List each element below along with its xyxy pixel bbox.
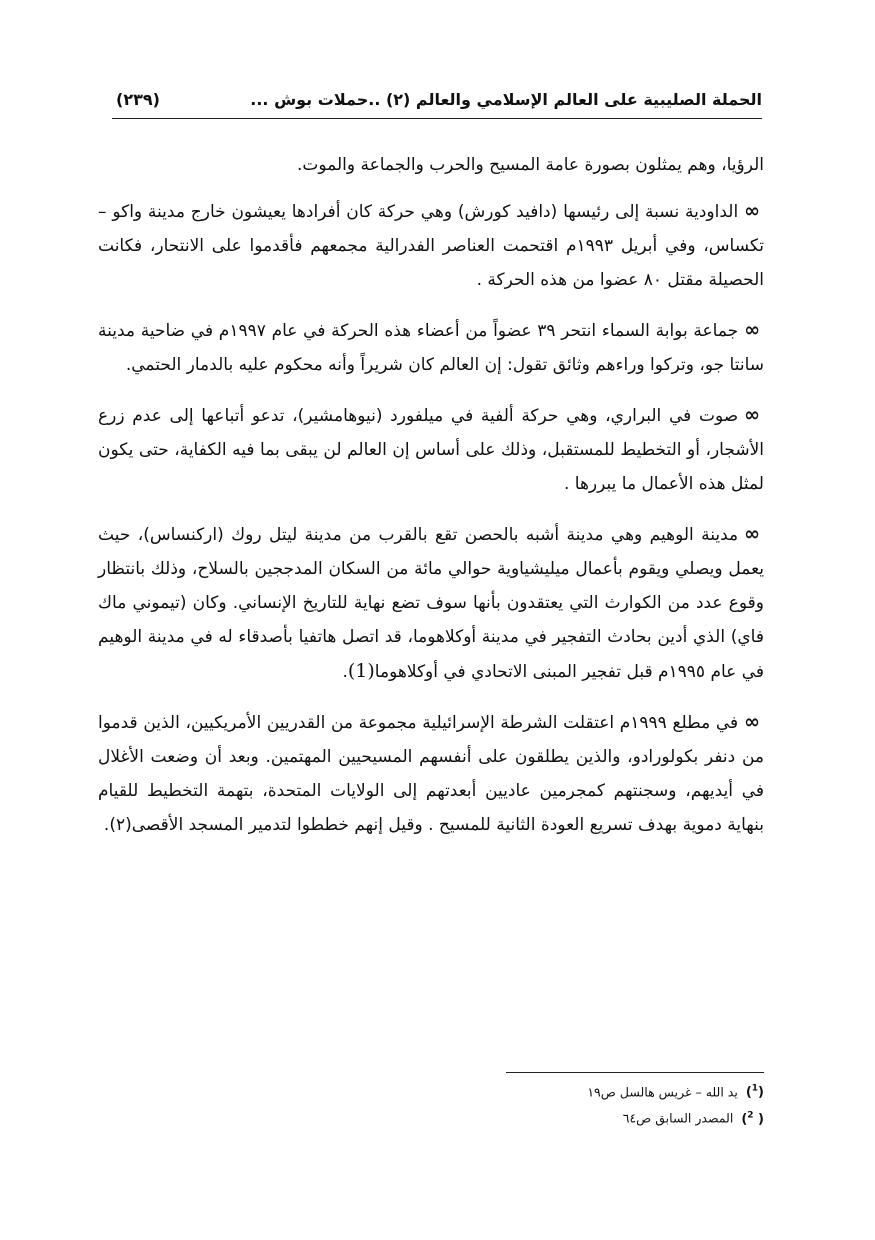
paragraph-continuation [98, 148, 764, 182]
bullet-paragraph [98, 398, 764, 501]
footnote-text: المصدر السابق ص٦٤ [622, 1110, 734, 1126]
infinity-bullet-icon: ∞ [744, 319, 761, 341]
running-header [112, 88, 762, 119]
paragraph-text: مدينة الوهيم وهي مدينة أشبه بالحصن تقع بالقرب من مدينة ليتل روك (اركنساس)، حيث يعمل ويصلي ويقوم بأعمال ميليشياوية حوالي مائة من السكان المدججين بالسلاح، وذلك بانتظار وقوع عدد من الكوارث التي يعتقدون بأنها سوف تضع نهاية للتاريخ الإنساني. وكان (تيموني ماك فاي) الذي أدين بحادث التفجير في مدينة أوكلاهوما، قد اتصل هاتفيا بأصدقاء له في مدينة الوهيم في عام ١٩٩٥م قبل تفجير المبنى الاتحادي في أوكلاهوما [98, 525, 764, 682]
page-number: (٢٣٩) [116, 90, 160, 109]
footnote-number: ($^1$) [745, 1084, 764, 1101]
paragraph-text: الرؤيا، وهم يمثلون بصورة عامة المسيح والحرب والجماعة والموت. [296, 155, 764, 175]
footnotes [430, 1078, 764, 1131]
infinity-bullet-icon: ∞ [744, 200, 760, 222]
bullet-paragraph [98, 517, 764, 689]
paragraph-text: جماعة بوابة السماء انتحر ٣٩ عضواً من أعضاء هذه الحركة في عام ١٩٩٧م في ضاحية مدينة سانتا جو، وتركوا وراءهم وثائق تقول: إن العالم كان شريراً وأنه محكوم عليه بالدمار الحتمي. [98, 321, 764, 375]
paragraph-text: صوت في البراري، وهي حركة ألفية في ميلفورد (نيوهامشير)، تدعو أتباعها إلى عدم زرع الأشجار، أو التخطيط للمستقبل، وذلك على أساس إن العالم لن يبقى بما فيه الكفاية، حتى يكون لمثل هذه الأعمال ما يبررها . [98, 406, 764, 494]
paragraph-text: الداودية نسبة إلى رئيسها (دافيد كورش) وهي حركة كان أفرادها يعيشون خارج مدينة واكو – تكساس، وفي أبريل ١٩٩٣م اقتحمت العناصر الفدرالية مجمعهم فأقدموا على الانتحار، فكانت الحصيلة مقتل ٨٠ عضوا من هذه الحركة . [98, 202, 764, 290]
infinity-bullet-icon: ∞ [744, 711, 760, 733]
sentence-end: . [342, 662, 348, 682]
bullet-paragraph [98, 705, 764, 842]
footnote-item [430, 1078, 764, 1104]
bullet-paragraph [98, 313, 764, 382]
footnote-text: يد الله – غريس هالسل ص١٩ [587, 1084, 738, 1100]
infinity-bullet-icon: ∞ [744, 523, 760, 545]
footnote-reference[interactable]: (1) [347, 660, 375, 682]
footnote-item [430, 1104, 764, 1130]
paragraph-text: في مطلع ١٩٩٩م اعتقلت الشرطة الإسرائيلية مجموعة من القدريين الأمريكيين، الذين قدموا من دنفر بكولورادو، والذين يطلقون على أنفسهم المسيحيين المهتمين. وبعد أن وضعت الأغلال في أيديهم، وسجنتهم كمجرمين عاديين أبعدتهم إلى الولايات المتحدة، بتهمة التخطيط للقيام بنهاية دموية بهدف تسريع العودة الثانية للمسيح . وقيل إنهم خططوا لتدمير المسجد الأقصى(٢). [98, 713, 764, 835]
footnote-separator [506, 1072, 764, 1073]
infinity-bullet-icon: ∞ [744, 404, 760, 426]
header-title: الحملة الصليبية على العالم الإسلامي والعالم (٢) ..حملات بوش ... [250, 90, 762, 109]
footnote-number: ( $^2$) [741, 1110, 764, 1127]
bullet-paragraph [98, 194, 764, 297]
body-text [98, 148, 764, 858]
